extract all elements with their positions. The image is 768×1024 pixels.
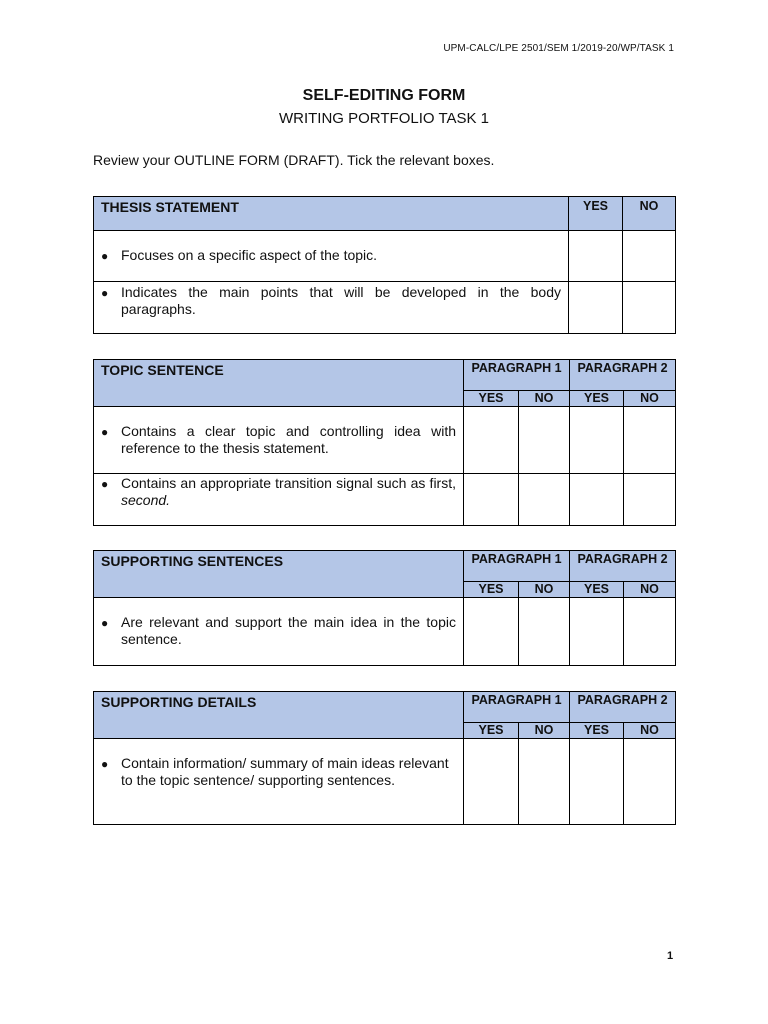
p2-no-checkbox[interactable] [624,598,676,666]
criterion-italic-text: second. [121,492,171,508]
no-column-header: NO [623,197,676,231]
topic-sentence-heading: TOPIC SENTENCE [94,360,464,407]
bullet-icon: ● [101,286,109,300]
p2-no-checkbox[interactable] [624,474,676,526]
p1-yes-checkbox[interactable] [464,739,519,825]
thesis-statement-heading: THESIS STATEMENT [94,197,569,231]
no-column-header: NO [624,391,676,407]
topic-sentence-table [93,359,676,526]
p2-no-checkbox[interactable] [624,739,676,825]
p2-yes-checkbox[interactable] [570,474,624,526]
supporting-details-table [93,691,676,825]
supporting-sentences-table [93,550,676,666]
yes-column-header: YES [464,723,519,739]
thesis-statement-table [93,196,676,334]
paragraph-2-header: PARAGRAPH 2 [570,692,676,723]
form-title: SELF-EDITING FORM [302,87,466,104]
p1-no-checkbox[interactable] [519,407,570,474]
criterion-row [94,231,569,282]
bullet-icon: ● [101,757,109,771]
supporting-sentences-heading: SUPPORTING SENTENCES [94,551,464,598]
page-number: 1 [667,950,674,962]
no-column-header: NO [519,723,570,739]
criterion-row [94,739,464,825]
no-column-header: NO [519,391,570,407]
no-column-header: NO [624,582,676,598]
paragraph-1-header: PARAGRAPH 1 [464,692,570,723]
instructions-text: Review your OUTLINE FORM (DRAFT). Tick the relevant boxes. [93,152,495,168]
no-checkbox[interactable] [623,282,676,334]
criterion-text: Contains a clear topic and controlling idea with reference to the thesis statement. [121,423,456,456]
p1-yes-checkbox[interactable] [464,407,519,474]
criterion-text: Are relevant and support the main idea in the topic sentence. [121,614,456,647]
paragraph-1-header: PARAGRAPH 1 [464,551,570,582]
criterion-text: Indicates the main points that will be developed in the body paragraphs. [121,284,561,317]
criterion-row [94,282,569,334]
no-column-header: NO [624,723,676,739]
yes-column-header: YES [570,582,624,598]
yes-column-header: YES [569,197,623,231]
p1-no-checkbox[interactable] [519,598,570,666]
criterion-row [94,474,464,526]
yes-checkbox[interactable] [569,282,623,334]
document-reference-code: UPM-CALC/LPE 2501/SEM 1/2019-20/WP/TASK 1 [443,43,674,54]
criterion-text: Focuses on a specific aspect of the topic. [121,247,378,263]
supporting-details-heading: SUPPORTING DETAILS [94,692,464,739]
p2-yes-checkbox[interactable] [570,598,624,666]
p1-no-checkbox[interactable] [519,739,570,825]
criterion-text: Contains an appropriate transition signal such as first, [121,475,456,491]
paragraph-1-header: PARAGRAPH 1 [464,360,570,391]
p1-no-checkbox[interactable] [519,474,570,526]
p2-yes-checkbox[interactable] [570,407,624,474]
bullet-icon: ● [101,249,109,263]
yes-checkbox[interactable] [569,231,623,282]
bullet-icon: ● [101,477,109,491]
paragraph-2-header: PARAGRAPH 2 [570,360,676,391]
no-checkbox[interactable] [623,231,676,282]
paragraph-2-header: PARAGRAPH 2 [570,551,676,582]
criterion-text: Contain information/ summary of main ideas relevant to the topic sentence/ supporting sentences. [121,755,449,788]
p2-no-checkbox[interactable] [624,407,676,474]
p2-yes-checkbox[interactable] [570,739,624,825]
no-column-header: NO [519,582,570,598]
yes-column-header: YES [570,723,624,739]
form-subtitle: WRITING PORTFOLIO TASK 1 [278,110,490,127]
p1-yes-checkbox[interactable] [464,598,519,666]
p1-yes-checkbox[interactable] [464,474,519,526]
yes-column-header: YES [464,582,519,598]
yes-column-header: YES [464,391,519,407]
bullet-icon: ● [101,425,109,439]
yes-column-header: YES [570,391,624,407]
criterion-row [94,598,464,666]
bullet-icon: ● [101,616,109,630]
criterion-row [94,407,464,474]
